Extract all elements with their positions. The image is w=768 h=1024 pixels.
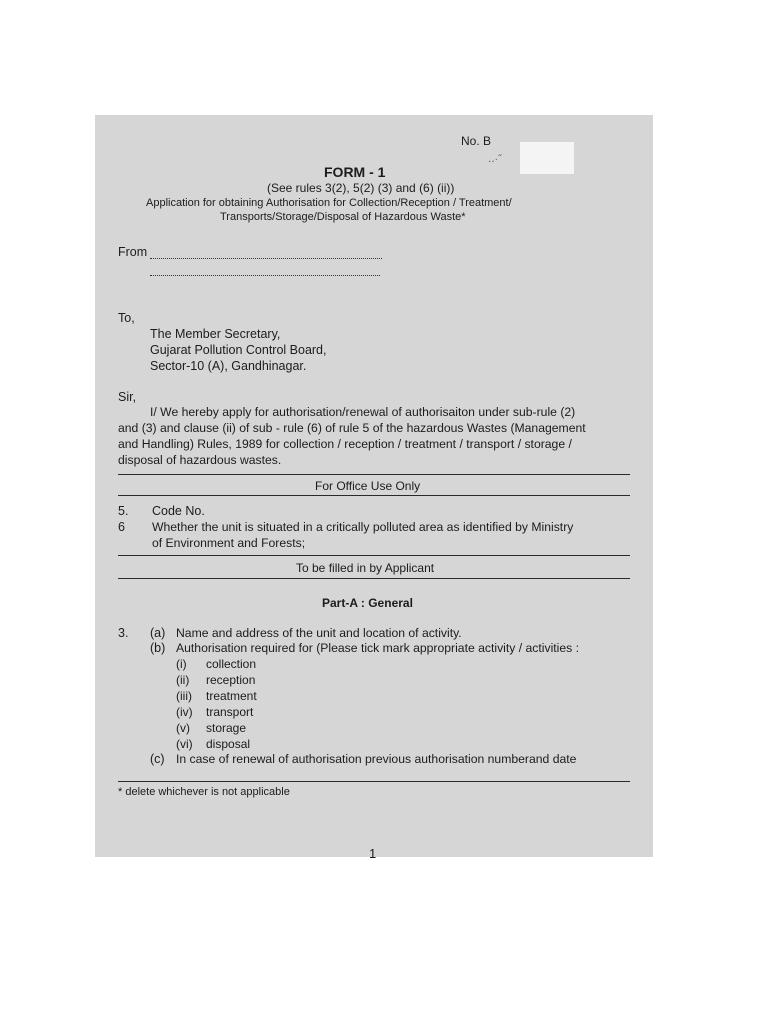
from-label: From (118, 245, 148, 259)
body-line2: and (3) and clause (ii) of sub - rule (6) of rule 5 of the hazardous Wastes (Management (118, 421, 586, 435)
authorisation-required-label: Authorisation required for (Please tick mark appropriate activity / activities : (176, 641, 580, 655)
activity-transport[interactable]: transport (206, 705, 254, 719)
from-field-line1[interactable] (150, 258, 382, 259)
activity-number: (iii) (176, 689, 192, 703)
body-line4: disposal of hazardous wastes. (118, 453, 282, 467)
footnote: * delete whichever is not applicable (118, 786, 290, 798)
activity-number: (v) (176, 721, 190, 735)
from-field-line2[interactable] (150, 275, 380, 276)
office-use-heading: For Office Use Only (315, 479, 421, 493)
activity-number: (vi) (176, 737, 193, 751)
activity-reception[interactable]: reception (206, 673, 256, 687)
activity-disposal[interactable]: disposal (206, 737, 251, 751)
page-number: 1 (369, 846, 377, 861)
addressee-line3: Sector-10 (A), Gandhinagar. (150, 359, 307, 373)
ink-mark: ‥·˝ (488, 154, 502, 165)
question-b-label: (b) (150, 641, 166, 655)
form-title: FORM - 1 (324, 164, 386, 180)
item6-number: 6 (118, 520, 125, 534)
question-c-label: (c) (150, 752, 165, 766)
item5-number: 5. (118, 504, 129, 518)
salutation: Sir, (118, 390, 137, 404)
divider (118, 555, 630, 556)
addressee-line2: Gujarat Pollution Control Board, (150, 343, 327, 357)
body-line1: I/ We hereby apply for authorisation/renewal of authorisaiton under sub-rule (2) (150, 405, 576, 419)
code-number-label: Code No. (152, 504, 205, 518)
divider (118, 495, 630, 496)
question-a-label: (a) (150, 626, 166, 640)
divider (118, 474, 630, 475)
redacted-patch (520, 142, 574, 174)
activity-number: (iv) (176, 705, 193, 719)
unit-name-address-label: Name and address of the unit and location of activity. (176, 626, 462, 640)
activity-storage[interactable]: storage (206, 721, 247, 735)
critical-area-question-line1: Whether the unit is situated in a critically polluted area as identified by Ministry (152, 520, 574, 534)
application-title-line1: Application for obtaining Authorisation for Collection/Reception / Treatment/ (146, 197, 512, 209)
renewal-authorisation-label: In case of renewal of authorisation previous authorisation numberand date (176, 752, 577, 766)
part-a-title: Part-A : General (322, 596, 413, 610)
question3-number: 3. (118, 626, 129, 640)
activity-number: (i) (176, 657, 187, 671)
divider (118, 781, 630, 782)
body-line3: and Handling) Rules, 1989 for collection / reception / treatment / transport / storage / (118, 437, 572, 451)
form-number: No. B (461, 134, 492, 148)
divider (118, 578, 630, 579)
critical-area-question-line2: of Environment and Forests; (152, 536, 306, 550)
rules-reference: (See rules 3(2), 5(2) (3) and (6) (ii)) (267, 181, 455, 195)
addressee-line1: The Member Secretary, (150, 327, 281, 341)
activity-collection[interactable]: collection (206, 657, 257, 671)
applicant-heading: To be filled in by Applicant (296, 561, 435, 575)
application-title-line2: Transports/Storage/Disposal of Hazardous Waste* (220, 211, 466, 223)
activity-number: (ii) (176, 673, 190, 687)
to-label: To, (118, 311, 135, 325)
activity-treatment[interactable]: treatment (206, 689, 257, 703)
